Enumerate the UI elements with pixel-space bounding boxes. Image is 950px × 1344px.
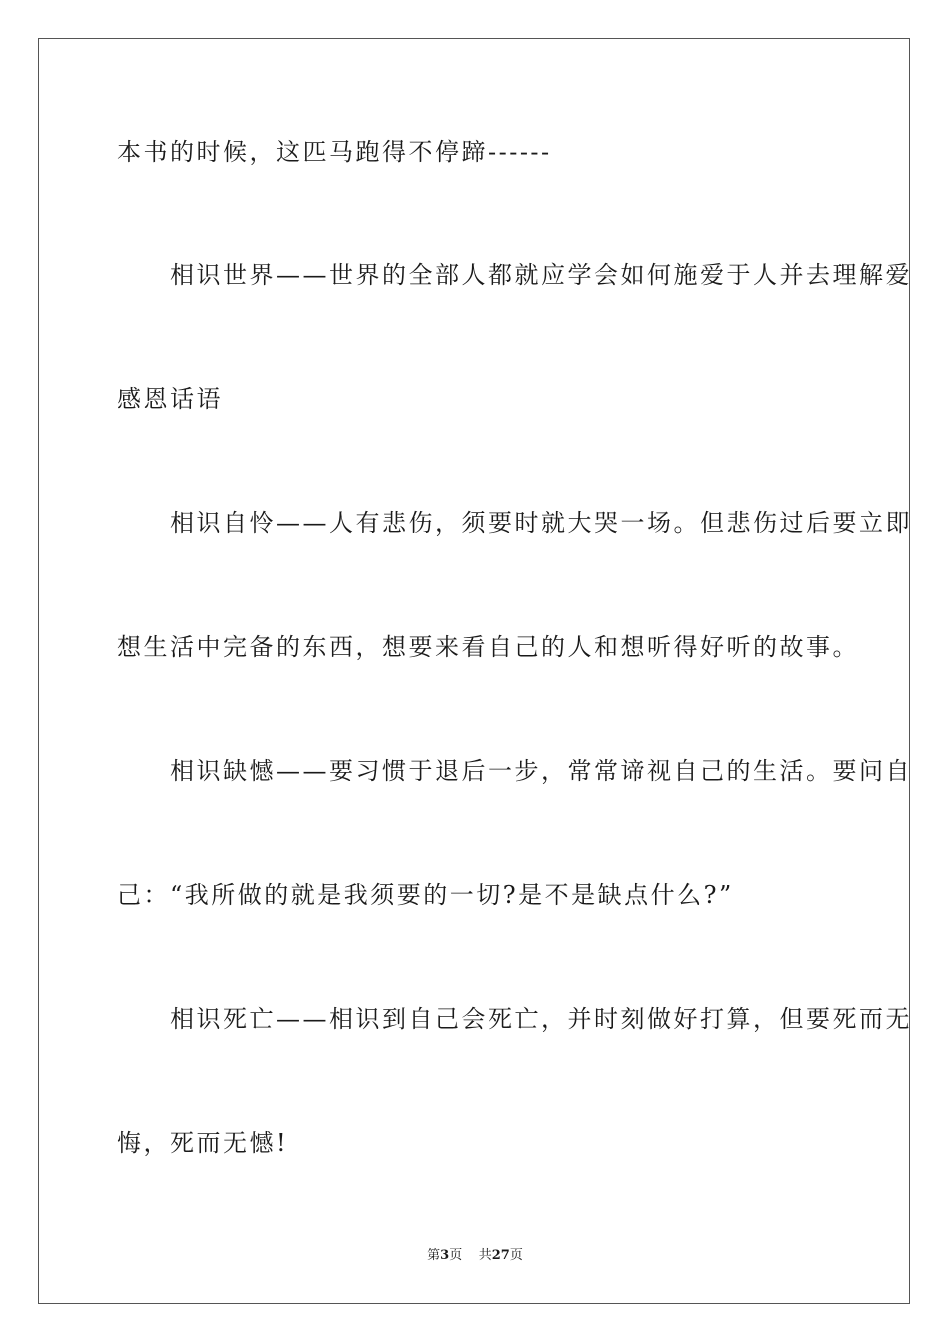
text-line-7: 己：“我所做的就是我须要的一切?是不是缺点什么?” [117,881,734,909]
page-border [38,38,910,1304]
text-line-5: 想生活中完备的东西，想要来看自己的人和想听得好听的故事。 [117,633,859,661]
footer-total-prefix: 共 [478,1248,492,1263]
page-footer [0,1248,950,1264]
footer-page-number: 3 [440,1248,450,1263]
footer-page-prefix: 第 [427,1248,441,1263]
text-line-2: 相识世界——世界的全部人都就应学会如何施爱于人并去理解爱 [117,261,912,289]
footer-total-suffix: 页 [509,1248,523,1263]
text-line-4: 相识自怜——人有悲伤，须要时就大哭一场。但悲伤过后要立即 [117,509,912,537]
text-line-9: 悔，死而无憾! [117,1129,289,1157]
footer-page-suffix: 页 [449,1248,463,1263]
text-line-8: 相识死亡——相识到自己会死亡，并时刻做好打算，但要死而无 [117,1005,912,1033]
text-line-3: 感恩话语 [117,385,223,413]
footer-total-pages: 27 [491,1248,510,1263]
text-line-1: 本书的时候，这匹马跑得不停蹄------ [117,138,552,166]
text-line-6: 相识缺憾——要习惯于退后一步，常常谛视自己的生活。要问自 [117,757,912,785]
